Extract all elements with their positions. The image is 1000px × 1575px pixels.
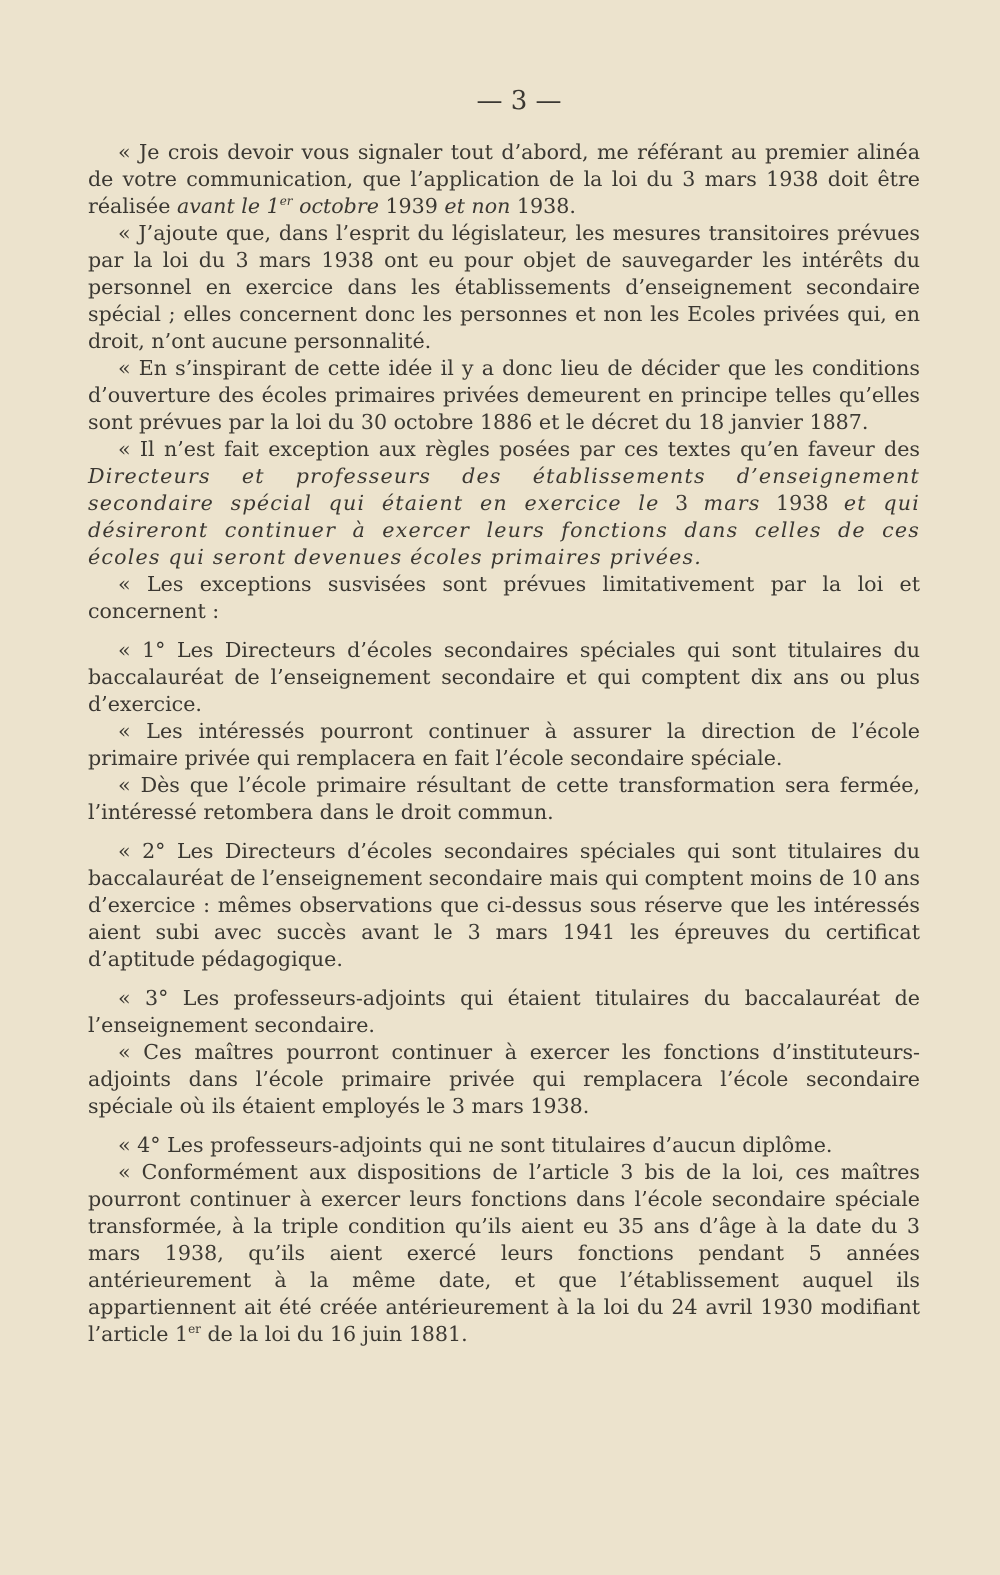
- paragraph-5: « Les exceptions susvisées sont prévues limitativement par la loi et concernent :: [88, 572, 920, 623]
- p1-text-e: et non: [444, 194, 511, 218]
- p1-text-c: octobre: [292, 194, 379, 218]
- paragraph-9: « 2° Les Directeurs d’écoles secondaires spéciales qui sont titulaires du baccalauréat de l’enseignement secondaire mais qui comptent moins de 10 ans d’exercice : mêmes observations que ci-dessus sous réserve que les intéressés aient subi avec succès avant le 3 mars 1941 les épreuves du certificat d’aptitude pédagogique.: [88, 839, 920, 971]
- paragraph-1: [88, 139, 920, 220]
- p4-text-b: Directeurs et professeurs des établissements d’enseignement secondaire spécial qui étaient en exercice le: [88, 464, 920, 515]
- p4-text-f: et qui désireront continuer à exercer leurs fonctions dans celles de ces écoles qui seront devenues écoles primaires privées.: [88, 491, 920, 569]
- p13-sup: er: [188, 1322, 201, 1336]
- p1-text-b: avant le 1: [176, 194, 280, 218]
- p1-sup: er: [279, 194, 293, 208]
- paragraph-6: « 1° Les Directeurs d’écoles secondaires spéciales qui sont titulaires du baccalauréat de l’enseignement secondaire et qui comptent dix ans ou plus d’exercice.: [88, 638, 920, 716]
- p1-text-f: 1938.: [510, 194, 576, 218]
- paragraph-3: « En s’inspirant de cette idée il y a donc lieu de décider que les conditions d’ouverture des écoles primaires privées demeurent en principe telles qu’elles sont prévues par la loi du 30 octobre 1886 et le décret du 18 janvier 1887.: [88, 356, 920, 434]
- paragraph-11: « Ces maîtres pourront continuer à exercer les fonctions d’instituteurs-adjoints dans l’école primaire privée qui remplacera l’école secondaire spéciale où ils étaient employés le 3 mars 1938.: [88, 1040, 920, 1118]
- paragraph-13: [88, 1159, 920, 1348]
- p13-text-b: de la loi du 16 juin 1881.: [200, 1322, 468, 1346]
- paragraph-10: « 3° Les professeurs-adjoints qui étaient titulaires du baccalauréat de l’enseignement secondaire.: [88, 986, 920, 1037]
- p4-text-e: 1938: [760, 491, 844, 515]
- body-text: [88, 139, 920, 1348]
- paragraph-2: « J’ajoute que, dans l’esprit du législateur, les mesures transitoires prévues par la loi du 3 mars 1938 ont eu pour objet de sauvegarder les intérêts du personnel en exercice dans les établissements d’enseignement secondaire spécial ; elles concernent donc les personnes et non les Ecoles privées qui, en droit, n’ont aucune personnalité.: [88, 221, 920, 353]
- paragraph-12: « 4° Les professeurs-adjoints qui ne sont titulaires d’aucun diplôme.: [118, 1133, 833, 1157]
- p4-text-c: 3: [659, 491, 704, 515]
- page-number: — 3 —: [476, 86, 562, 116]
- p13-text-a: « Conformément aux dispositions de l’article 3 bis de la loi, ces maîtres pourront continuer à exercer leurs fonctions dans l’école secondaire spéciale transformée, à la triple condition qu’ils aient eu 35 ans d’âge à la date du 3 mars 1938, qu’ils aient exercé leurs fonctions pendant 5 années antérieurement à la même date, et que l’établissement auquel ils appartiennent ait été créée antérieurement à la loi du 24 avril 1930 modifiant l’article 1: [88, 1160, 920, 1346]
- p1-text-a: « Je crois devoir vous signaler tout d’abord, me référant au premier alinéa de votre communication, que l’application de la loi du 3 mars 1938 doit être réalisée: [88, 140, 920, 218]
- p4-text-d: mars: [703, 491, 761, 515]
- paragraph-8: « Dès que l’école primaire résultant de cette transformation sera fermée, l’intéressé retombera dans le droit commun.: [88, 773, 920, 824]
- paragraph-4: [88, 436, 920, 571]
- paragraph-7: « Les intéressés pourront continuer à assurer la direction de l’école primaire privée qui remplacera en fait l’école secondaire spéciale.: [88, 719, 920, 770]
- p4-text-a: « Il n’est fait exception aux règles posées par ces textes qu’en faveur des: [118, 437, 920, 461]
- p1-text-d: 1939: [378, 194, 445, 218]
